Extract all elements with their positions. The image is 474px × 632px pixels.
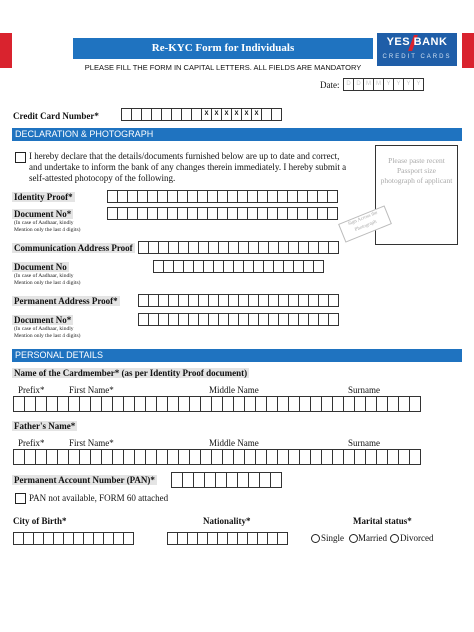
identity-proof-field[interactable]: [107, 190, 338, 203]
document-no-field-2[interactable]: [153, 260, 324, 273]
photograph-instruction: Please paste recent Passport size photograph of applicant: [380, 156, 453, 185]
nationality-label: Nationality*: [203, 516, 251, 526]
permanent-address-proof-label: Permanent Address Proof*: [14, 296, 118, 306]
aadhaar-note-2a: (In case of Aadhaar, kindly: [14, 273, 74, 279]
aadhaar-note-3a: (In case of Aadhaar, kindly: [14, 326, 74, 332]
red-accent-right: [462, 33, 474, 68]
char-box[interactable]: [271, 108, 282, 121]
cardmember-name-field[interactable]: [13, 396, 421, 412]
char-box[interactable]: [328, 294, 339, 307]
document-no-label-2: Document No: [14, 262, 67, 272]
marital-single-label: Single: [321, 533, 345, 543]
pan-field[interactable]: [171, 472, 282, 488]
marital-divorced-radio[interactable]: [390, 534, 399, 543]
char-box[interactable]: M: [373, 78, 384, 91]
permanent-address-proof-field[interactable]: [138, 294, 339, 307]
char-box[interactable]: X: [201, 108, 212, 121]
declaration-checkbox[interactable]: [15, 152, 26, 163]
document-no-label-1: Document No*: [14, 209, 72, 219]
date-label: Date:: [320, 80, 340, 90]
red-accent-left: [0, 33, 12, 68]
prefix-label-2: Prefix*: [18, 438, 45, 448]
document-no-field-3[interactable]: [138, 313, 339, 326]
char-box[interactable]: [277, 532, 288, 545]
credit-card-number-label: Credit Card Number*: [13, 111, 99, 121]
char-box[interactable]: [409, 449, 421, 465]
credit-card-number-field[interactable]: [121, 108, 282, 121]
char-box[interactable]: X: [241, 108, 252, 121]
photograph-box[interactable]: [375, 145, 458, 245]
nationality-field[interactable]: [167, 532, 288, 545]
fathers-name-field[interactable]: [13, 449, 421, 465]
date-field[interactable]: [343, 78, 424, 91]
prefix-label-1: Prefix*: [18, 385, 45, 395]
char-box[interactable]: X: [251, 108, 262, 121]
char-box[interactable]: Y: [383, 78, 394, 91]
declaration-line-2: and undertake to inform the bank of any changes therein immediately. I hereby submit a: [29, 162, 347, 172]
yes-bank-logo: [377, 33, 457, 66]
first-name-label-2: First Name*: [69, 438, 114, 448]
aadhaar-note-2b: Mention only the last 4 digits): [14, 280, 81, 286]
sign-across-photo-stamp: Sign Across the Photograph: [338, 205, 392, 242]
declaration-section-header: DECLARATION & PHOTOGRAPH: [12, 128, 462, 141]
cardmember-name-label: Name of the Cardmember* (as per Identity Proof document): [14, 368, 248, 378]
char-box[interactable]: [327, 207, 338, 220]
char-box[interactable]: X: [231, 108, 242, 121]
document-no-field-1[interactable]: [107, 207, 338, 220]
declaration-line-3: self-attested photocopy of the following.: [29, 173, 176, 183]
char-box[interactable]: X: [221, 108, 232, 121]
char-box[interactable]: [123, 532, 134, 545]
communication-address-proof-field[interactable]: [138, 241, 339, 254]
char-box[interactable]: [327, 190, 338, 203]
first-name-label-1: First Name*: [69, 385, 114, 395]
identity-proof-label: Identity Proof*: [14, 192, 73, 202]
form-instruction: PLEASE FILL THE FORM IN CAPITAL LETTERS. ALL FIELDS ARE MANDATORY: [84, 63, 362, 72]
char-box[interactable]: D: [343, 78, 354, 91]
city-of-birth-label: City of Birth*: [13, 516, 67, 526]
declaration-line-1: I hereby declare that the details/documents furnished below are up to date and correct,: [29, 151, 340, 161]
communication-address-proof-label: Communication Address Proof: [14, 243, 133, 253]
marital-married-label: Married: [358, 533, 387, 543]
char-box[interactable]: D: [353, 78, 364, 91]
pan-not-available-label: PAN not available, FORM 60 attached: [29, 493, 169, 503]
char-box[interactable]: [270, 472, 282, 488]
aadhaar-note-3b: Mention only the last 4 digits): [14, 333, 81, 339]
aadhaar-note-1a: (In case of Aadhaar, kindly: [14, 220, 74, 226]
char-box[interactable]: [328, 313, 339, 326]
city-of-birth-field[interactable]: [13, 532, 134, 545]
aadhaar-note-1b: Mention only the last 4 digits): [14, 227, 81, 233]
logo-subtext: CREDIT CARDS: [382, 54, 452, 60]
personal-details-section-header: PERSONAL DETAILS: [12, 349, 462, 362]
pan-label: Permanent Account Number (PAN)*: [14, 475, 155, 485]
char-box[interactable]: Y: [393, 78, 404, 91]
char-box[interactable]: Y: [413, 78, 424, 91]
fathers-name-label: Father's Name*: [14, 421, 76, 431]
marital-single-radio[interactable]: [311, 534, 320, 543]
middle-name-label-2: Middle Name: [209, 438, 259, 448]
marital-married-radio[interactable]: [349, 534, 358, 543]
form-title: Re-KYC Form for Individuals: [73, 38, 373, 59]
surname-label-1: Surname: [348, 385, 380, 395]
char-box[interactable]: [313, 260, 324, 273]
middle-name-label-1: Middle Name: [209, 385, 259, 395]
char-box[interactable]: M: [363, 78, 374, 91]
document-no-label-3: Document No*: [14, 315, 72, 325]
char-box[interactable]: Y: [403, 78, 414, 91]
char-box[interactable]: X: [211, 108, 222, 121]
marital-divorced-label: Divorced: [400, 533, 434, 543]
marital-status-label: Marital status*: [353, 516, 412, 526]
pan-not-available-checkbox[interactable]: [15, 493, 26, 504]
char-box[interactable]: [328, 241, 339, 254]
char-box[interactable]: [409, 396, 421, 412]
surname-label-2: Surname: [348, 438, 380, 448]
logo-text: YES BANK: [386, 36, 448, 48]
